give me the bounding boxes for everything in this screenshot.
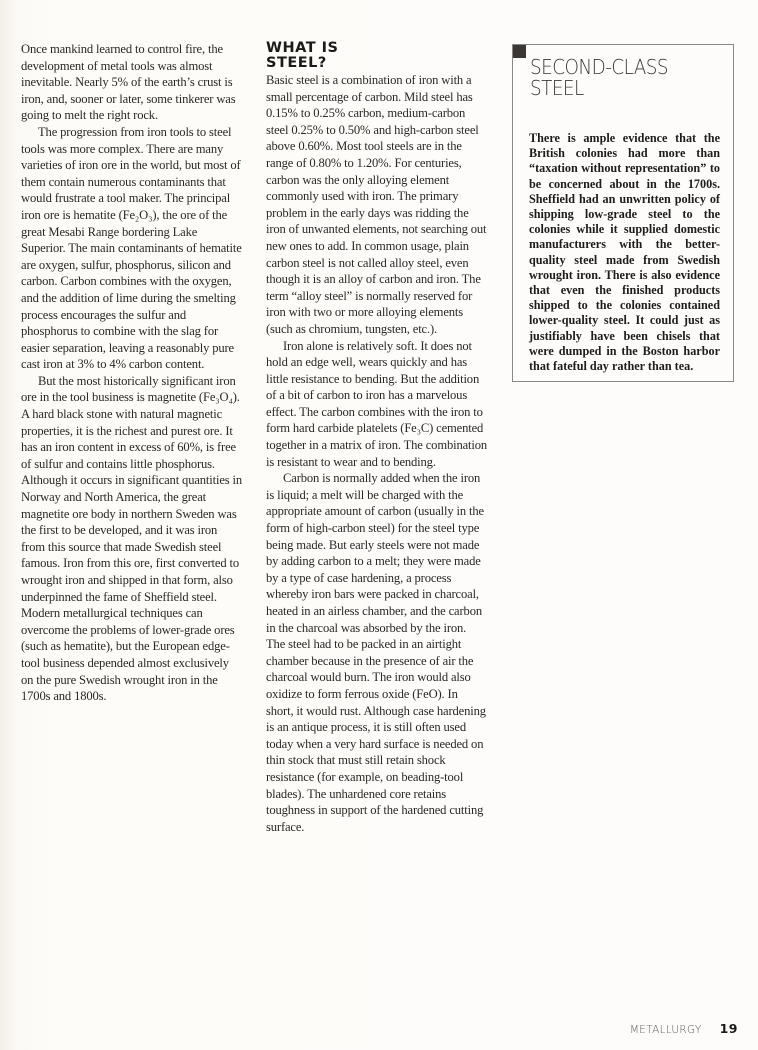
sidebar-title [530,57,714,99]
paragraph-iron-soft: Iron alone is relatively soft. It does not hold an edge well, wears quickly and has little resistance to bending. But the addition of a bit of carbon to iron has a marvelous effect. The carbon combines with the iron to form hard carbide platelets (Fe₃C) cemented together in a matrix of iron. The combination is resistant to wear and to bending. [266,338,488,469]
paragraph-basic-steel: Basic steel is a combination of iron with a small percentage of carbon. Mild steel has 0.15% to 0.25% carbon, medium-carbon steel 0.25% to 0.50% and high-carbon steel above 0.60%. Most tool steels are in the range of 0.80% to 1.20%. For centuries, carbon was the only alloying element commonly used with iron. The primary problem in the early days was ridding the iron of unwanted elements, not searching out new ones to add. In common usage, plain carbon steel is not called alloy steel, even though it is an alloy of carbon and iron. The term “alloy steel” is normally reserved for iron with two or more alloying elements (such as chromium, tungsten, etc.). [266,73,487,336]
running-footer-section: METALLURGY [629,1024,702,1036]
sidebar-title-line-2: STEEL [530,76,584,100]
section-heading-what-is-steel [266,41,488,71]
paragraph-hematite: The progression from iron tools to steel tools was more complex. There are many varieties of iron ore in the world, but most of them contain numerous contaminants that would frustrate a tool maker. The principal iron ore is hematite (Fe₂O₃), the ore of the great Mesabi Range bordering Lake Superior. The main contaminants of hematite are oxygen, sulfur, phosphorus, silicon and carbon. Carbon combines with the oxygen, and the addition of lime during the smelting process encourages the sulfur and phosphorus to combine with the slag for easier separation, leaving a reasonably pure cast iron at 3% to 4% carbon content. [21,124,242,372]
corner-square-marker [513,45,526,58]
article-column-2 [266,41,488,835]
sidebar-text: There is ample evidence that the British colonies had more than “taxation without representation” to be concerned about in the 1700s. Sheffield had an unwritten policy of shipping low-grade steel to the colonies while it supplied domestic manufacturers with the better-quality steel made from Swedish wrought iron. There is also evidence that even the finished products shipped to the colonies contained lower-quality steel. It could just as justifiably have been chisels that were dumped in the Boston harbor that fateful day rather than tea. [529,131,720,374]
paragraph-magnetite: But the most historically significant iron ore in the tool business is magnetite (Fe₃O₄). A hard black stone with natural magnetic properties, it is the richest and purest ore. It has an iron content in excess of 60%, is free of sulfur and contains little phosphorus. Although it occurs in significant quantities in Norway and North America, the great magnetite ore body in northern Sweden was the first to be developed, and it was iron from this source that made Swedish steel famous. Iron from this ore, first converted to wrought iron and shipped in that form, also underpinned the fame of Sheffield steel. Modern metallurgical techniques can overcome the problems of lower-grade ores (such as hematite), but the European edge-tool business depended almost exclusively on the pure Swedish wrought iron in the 1700s and 1800s. [21,373,243,704]
article-column-1 [21,41,243,705]
sidebar-title-line-1: SECOND-CLASS [530,55,669,79]
paragraph-carbon-added: Carbon is normally added when the iron is liquid; a melt will be charged with the appropriate amount of carbon (usually in the form of high-carbon steel) for the steel type being made. But early steels were not made by adding carbon to a melt; they were made by a type of case hardening, a process whereby iron bars were packed in charcoal, heated in an airless chamber, and the carbon in the charcoal was absorbed by the iron. The steel had to be packed in an airtight chamber because in the presence of air the charcoal would burn. The iron would also oxidize to form ferrous oxide (FeO). In short, it would rust. Although case hardening is an antique process, it is still often used today when a very hard surface is needed on thin stock that must still retain shock resistance (for example, on beading-tool blades). The unhardened core retains toughness in support of the hardened cutting surface. [266,471,486,834]
page-footer [630,1021,738,1036]
heading-line-1: WHAT IS [266,40,339,56]
paragraph-intro: Once mankind learned to control fire, the development of metal tools was almost inevitable. Nearly 5% of the earth’s crust is iron, and, sooner or later, some tinkerer was going to melt the right rock. [21,42,236,123]
heading-line-2: STEEL? [266,55,327,71]
sidebar-box-second-class-steel [512,44,734,382]
page-number: 19 [719,1021,738,1036]
